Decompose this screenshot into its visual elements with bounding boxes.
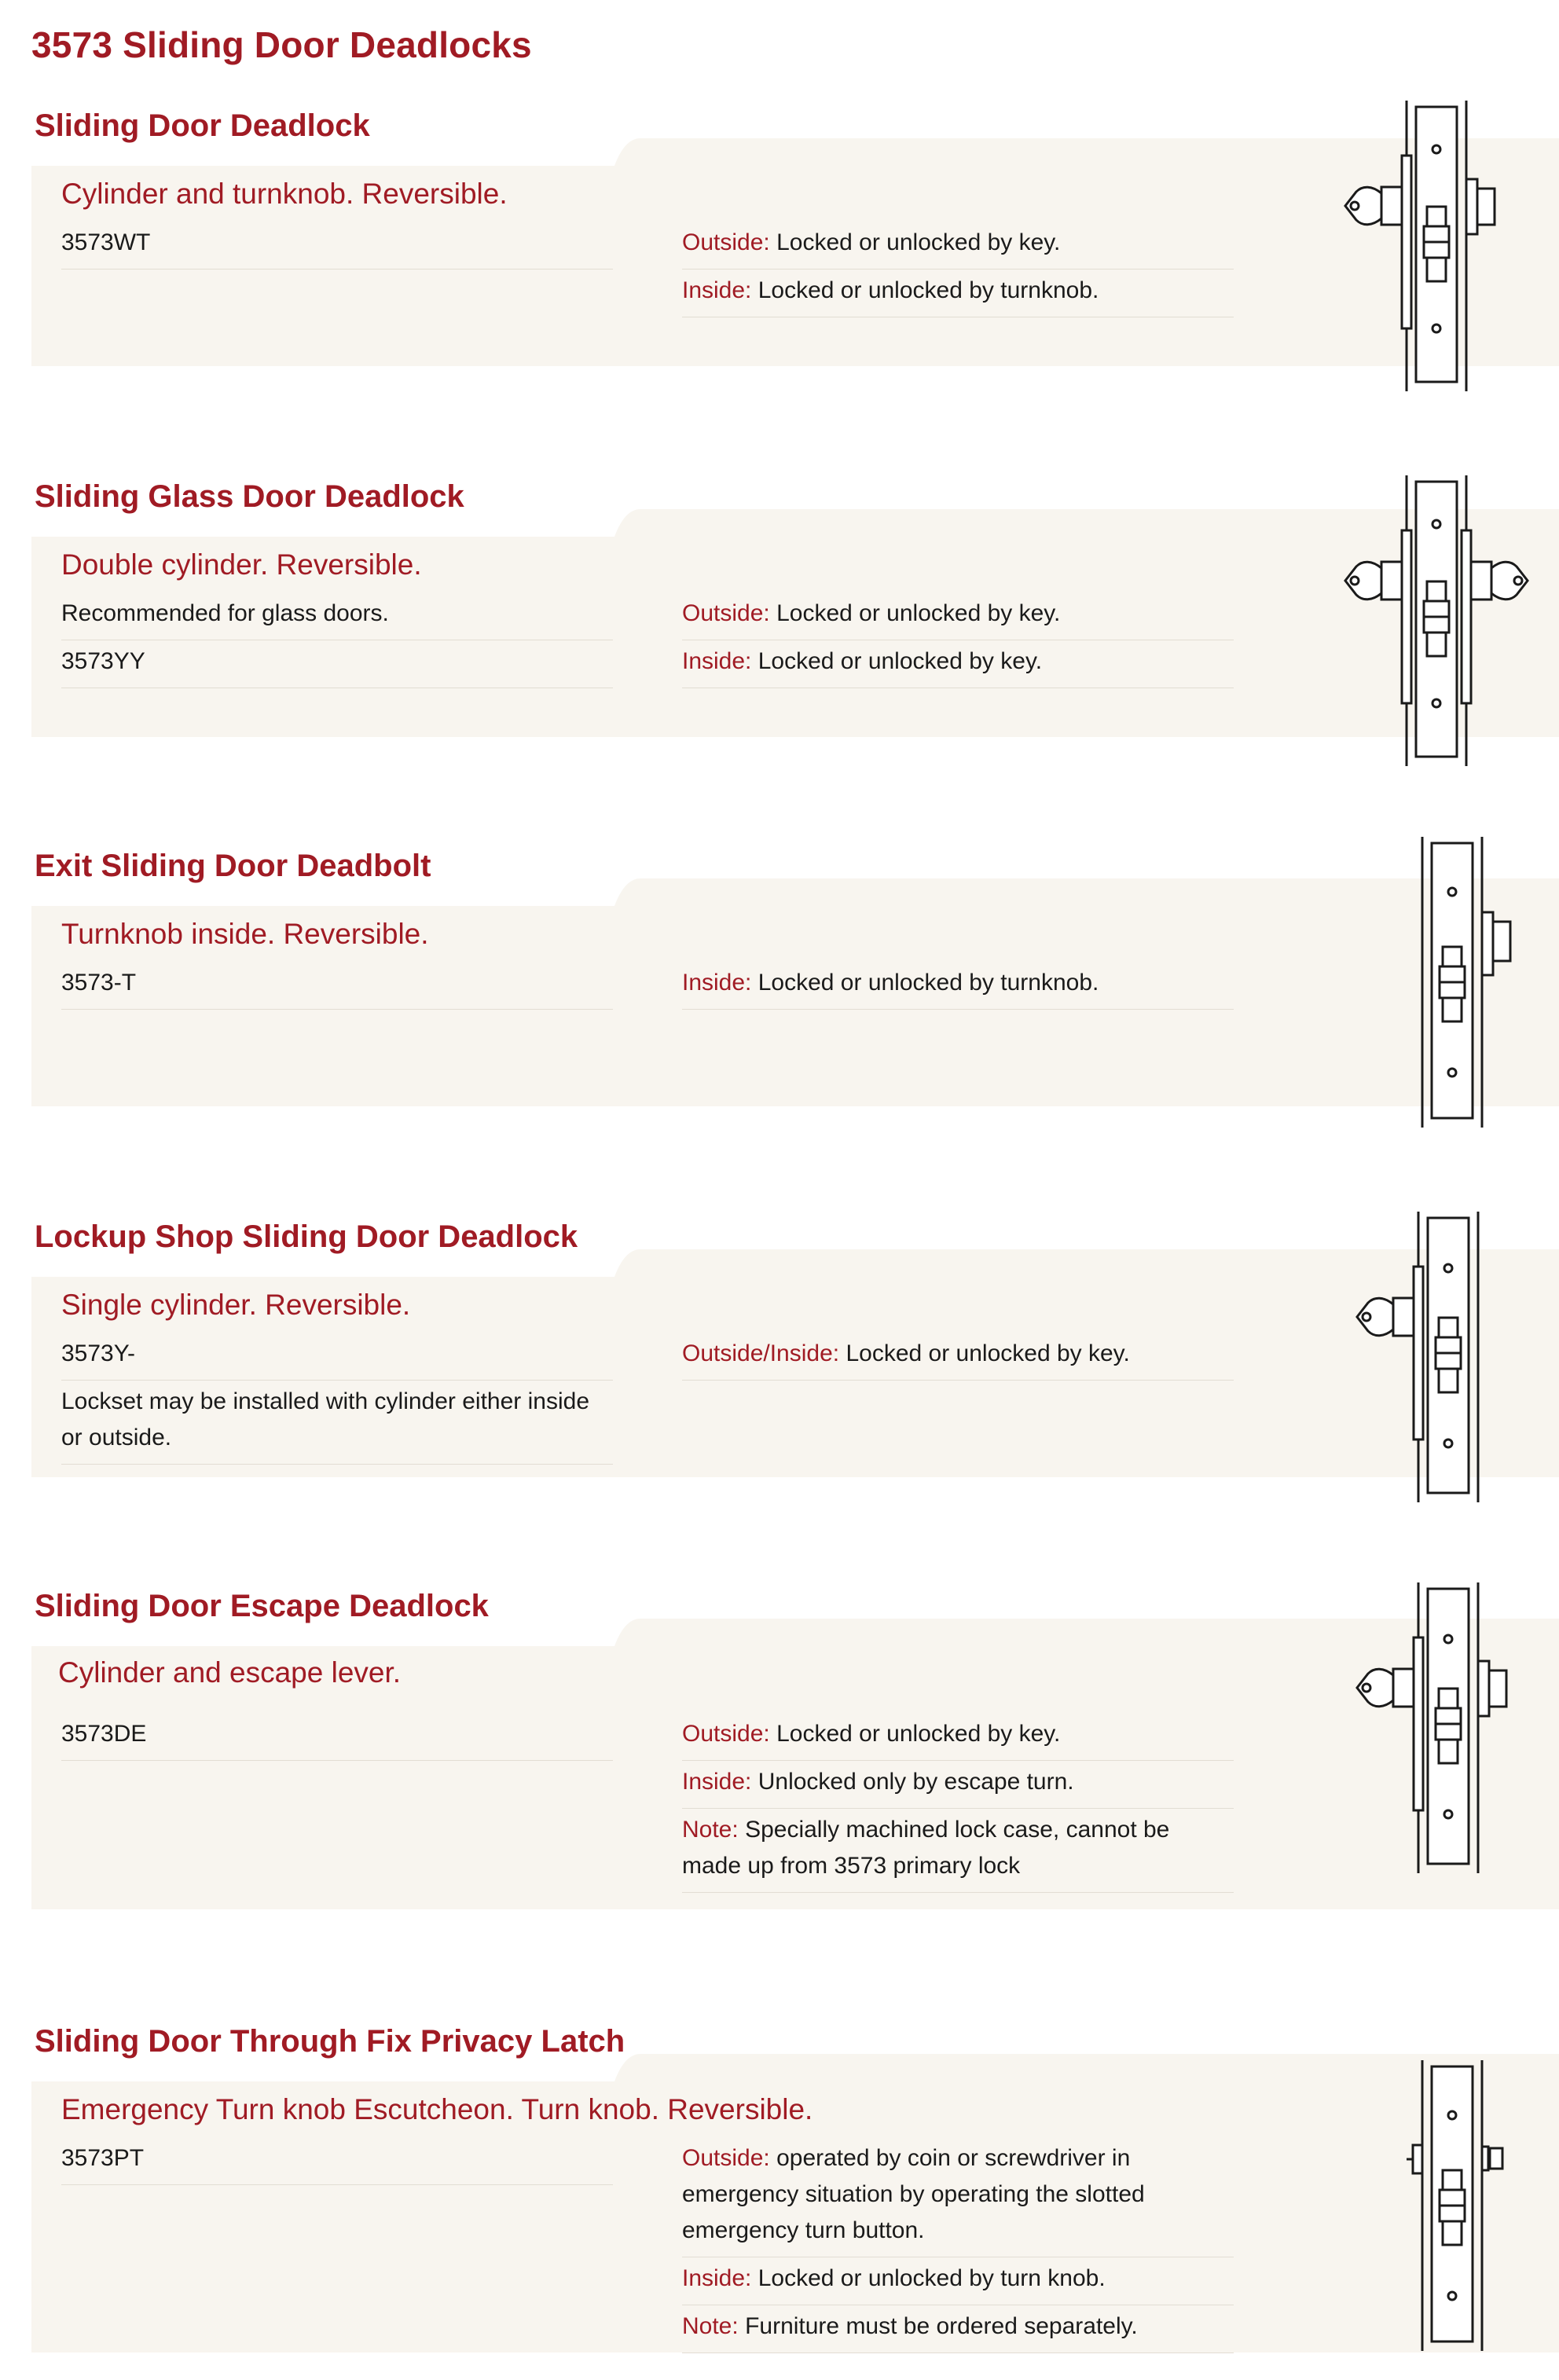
section-title: Lockup Shop Sliding Door Deadlock [35, 1219, 578, 1254]
lock-diagram-drawing [1336, 101, 1540, 399]
section-title: Exit Sliding Door Deadbolt [35, 849, 431, 883]
right-detail-row: Inside: Locked or unlocked by turnknob. [682, 962, 1234, 1010]
right-detail-row: Inside: Locked or unlocked by key. [682, 640, 1234, 688]
lock-diagram [1336, 475, 1540, 774]
lock-diagram [1348, 1582, 1552, 1881]
left-detail-row: 3573YY [61, 640, 613, 688]
left-detail-row: Recommended for glass doors. [61, 592, 613, 640]
lock-diagram [1352, 2060, 1556, 2359]
right-detail-row: Outside: Locked or unlocked by key. [682, 222, 1234, 270]
right-detail-row: Inside: Unlocked only by escape turn. [682, 1761, 1234, 1809]
product-section-sliding-glass-door-deadlock [0, 479, 1559, 762]
page-title: 3573 Sliding Door Deadlocks [31, 24, 532, 65]
lock-diagram-drawing [1336, 475, 1540, 774]
right-detail-row: Inside: Locked or unlocked by turnknob. [682, 270, 1234, 317]
section-subtitle: Cylinder and escape lever. [58, 1656, 402, 1689]
section-title: Sliding Glass Door Deadlock [35, 479, 464, 514]
left-detail-row: Lockset may be installed with cylinder either inside or outside. [61, 1381, 613, 1465]
lock-diagram-drawing [1352, 837, 1556, 1135]
section-subtitle: Single cylinder. Reversible. [61, 1289, 411, 1321]
lock-diagram [1352, 837, 1556, 1135]
section-subtitle: Turnknob inside. Reversible. [61, 918, 429, 950]
left-detail-row: 3573PT [61, 2137, 613, 2185]
section-subtitle: Double cylinder. Reversible. [61, 548, 422, 581]
product-section-sliding-door-deadlock [0, 108, 1559, 391]
section-subtitle: Cylinder and turnknob. Reversible. [61, 178, 508, 210]
product-section-sliding-door-escape-deadlock [0, 1589, 1559, 1919]
product-section-sliding-door-through-fix-privacy-latch [0, 2024, 1559, 2370]
lock-diagram [1336, 101, 1540, 399]
section-title: Sliding Door Escape Deadlock [35, 1589, 489, 1623]
right-detail-row: Note: Furniture must be ordered separately. [682, 2305, 1234, 2353]
left-detail-row: 3573Y- [61, 1333, 613, 1381]
lock-diagram-drawing [1348, 1212, 1552, 1510]
lock-diagram-drawing [1352, 2060, 1556, 2359]
section-title: Sliding Door Deadlock [35, 108, 370, 143]
left-detail-row: 3573WT [61, 222, 613, 270]
left-detail-row: 3573DE [61, 1713, 613, 1761]
product-section-lockup-shop-sliding-door-deadlock [0, 1219, 1559, 1502]
right-detail-row: Outside/Inside: Locked or unlocked by key. [682, 1333, 1234, 1381]
section-subtitle: Emergency Turn knob Escutcheon. Turn knob. Reversible. [61, 2093, 813, 2125]
lock-diagram-drawing [1348, 1582, 1552, 1881]
right-detail-row: Note: Specially machined lock case, cannot be made up from 3573 primary lock [682, 1809, 1234, 1893]
product-section-exit-sliding-door-deadbolt [0, 849, 1559, 1131]
section-title: Sliding Door Through Fix Privacy Latch [35, 2024, 625, 2059]
lock-diagram [1348, 1212, 1552, 1510]
right-detail-row: Outside: operated by coin or screwdriver in emergency situation by operating the slotted emergency turn button. [682, 2137, 1234, 2257]
right-detail-row: Inside: Locked or unlocked by turn knob. [682, 2257, 1234, 2305]
left-detail-row: 3573-T [61, 962, 613, 1010]
right-detail-row: Outside: Locked or unlocked by key. [682, 592, 1234, 640]
right-detail-row: Outside: Locked or unlocked by key. [682, 1713, 1234, 1761]
